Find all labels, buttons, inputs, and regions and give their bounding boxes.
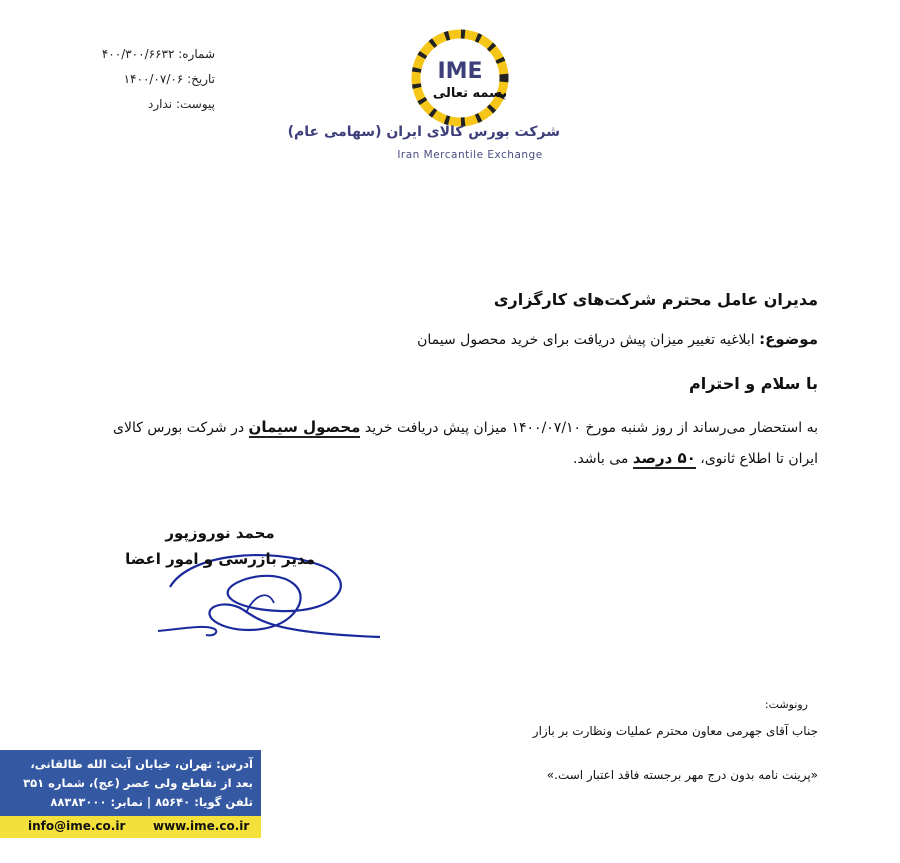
contact-bar — [0, 816, 261, 838]
body-highlight-percent: ۵۰ درصد — [632, 449, 696, 467]
logo-text: IME — [437, 59, 483, 84]
cc-recipient: جناب آقای جهرمی معاون محترم عملیات ونظارت بر بازار — [532, 724, 818, 738]
subject-label: موضوع: — [759, 330, 818, 348]
email-link[interactable]: info@ime.co.ir — [28, 819, 126, 833]
recipient: مدیران عامل محترم شرکت‌های کارگزاری — [493, 290, 818, 309]
letter-meta — [40, 42, 215, 117]
signer-name: محمد نوروزپور — [165, 524, 275, 542]
signer-block — [120, 520, 320, 572]
phone-fax-line: تلفن گویا: ۸۵۶۴۰ | نمابر: ۸۸۳۸۳۰۰۰ — [50, 795, 253, 809]
body-text-3: می باشد. — [573, 451, 633, 467]
body-text-1: به استحضار می‌رساند از روز شنبه مورخ ۱۴۰۰/۰۷/۱۰ میزان پیش دریافت خرید — [360, 420, 818, 436]
letter-date: تاریخ: ۱۴۰۰/۰۷/۰۶ — [123, 72, 215, 86]
company-name-fa: شرکت بورس کالای ایران (سهامی عام) — [287, 124, 560, 140]
validity-note: «پرینت نامه بدون درج مهر برجسته فاقد اعتبار است.» — [546, 768, 818, 782]
body-text-2: در شرکت بورس کالای ایران تا اطلاع ثانوی، — [113, 420, 818, 467]
cc-label: رونوشت: — [764, 698, 808, 711]
address-line-2: بعد از تقاطع ولی عصر (عج)، شماره ۳۵۱ — [23, 776, 253, 790]
ime-logo-icon — [398, 28, 522, 132]
company-name-en: Iran Mercantile Exchange — [397, 149, 543, 161]
signer-title: مدیر بازرسی و امور اعضا — [125, 550, 315, 568]
letter-body — [83, 412, 818, 474]
subject-text: ابلاغیه تغییر میزان پیش دریافت برای خرید محصول سیمان — [417, 332, 755, 348]
bismillah: بسمه تعالی — [432, 86, 508, 101]
letter-number: شماره: ۴۰۰/۳۰۰/۶۶۳۲ — [101, 47, 215, 61]
company-logo — [287, 28, 600, 168]
website-link[interactable]: www.ime.co.ir — [153, 819, 250, 833]
body-highlight-product: محصول سیمان — [248, 418, 361, 436]
letter-attachment: پیوست: ندارد — [148, 97, 215, 111]
subject — [118, 330, 818, 348]
greeting: با سلام و احترام — [689, 374, 818, 393]
contact-box — [0, 750, 261, 816]
address-line-1: آدرس: تهران، خیابان آیت الله طالقانی، — [30, 757, 253, 771]
